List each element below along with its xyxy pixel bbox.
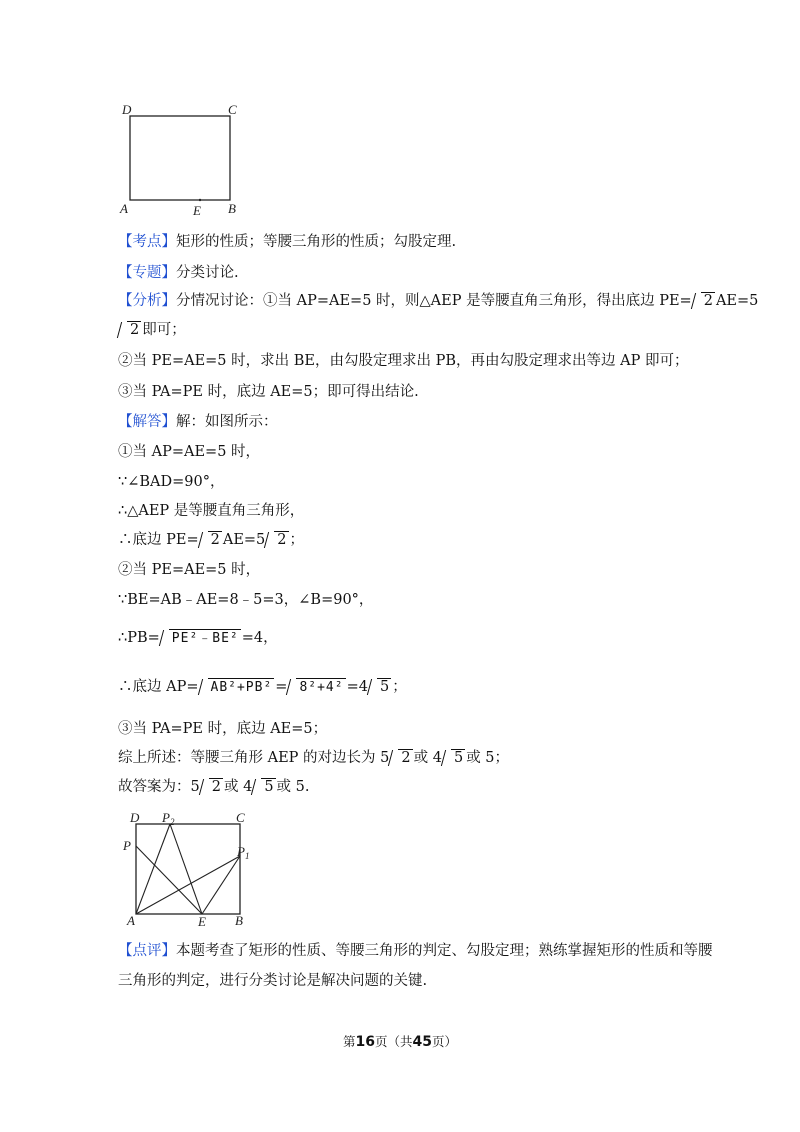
label-a-2: A <box>127 913 135 928</box>
dianping-line-2: 三角形的判定，进行分类讨论是解决问题的关键. <box>118 973 428 989</box>
point-e-mark <box>199 199 201 201</box>
label-b: B <box>228 201 236 216</box>
figure-rectangle-abcd <box>112 98 252 220</box>
kaodian-line <box>118 232 456 252</box>
fenxi-line1-tail: AE=5 <box>715 293 759 309</box>
sqrt-symbol: AB²+PB² <box>200 677 275 698</box>
dianping-tag: 【点评】 <box>118 943 176 959</box>
figure-isosceles-cases <box>116 808 256 930</box>
kaodian-text: 矩形的性质；等腰三角形的性质；勾股定理. <box>176 234 457 250</box>
zhuanti-line <box>118 263 239 283</box>
sqrt-symbol: 2 <box>390 748 412 768</box>
rectangle-abcd-2 <box>136 824 240 914</box>
fenxi-line-2 <box>118 320 186 340</box>
segment-p2e <box>170 824 202 914</box>
jieda-head-text: 解：如图所示： <box>176 414 278 430</box>
fenxi-line1-text: 分情况讨论：①当 AP=AE=5 时，则△AEP 是等腰直角三角形，得出底边 PE= <box>176 293 692 309</box>
sqrt-symbol: 5 <box>369 677 391 697</box>
fenxi-line-4: ③当 PA=PE 时，底边 AE=5；即可得出结论. <box>118 384 419 400</box>
jieda-step-5: ②当 PE=AE=5 时， <box>118 562 261 578</box>
zhuanti-text: 分类讨论. <box>176 265 239 281</box>
sqrt-symbol: 2 <box>200 530 222 550</box>
jieda-tag: 【解答】 <box>118 414 176 430</box>
label-c-2: C <box>236 810 245 825</box>
segment-ap2 <box>136 824 170 914</box>
segment-ep1 <box>202 856 240 914</box>
fenxi-tag: 【分析】 <box>118 293 176 309</box>
zhuanti-tag: 【专题】 <box>118 265 176 281</box>
label-b-2: B <box>235 913 243 928</box>
jieda-step-4: ∴底边 PE= 2 AE=5 2 ； <box>118 532 305 548</box>
kaodian-tag: 【考点】 <box>118 234 176 250</box>
dianping-text-1: 本题考查了矩形的性质、等腰三角形的判定、勾股定理；熟练掌握矩形的性质和等腰 <box>176 943 713 959</box>
sqrt-symbol: 2 <box>693 291 715 311</box>
segment-pe <box>136 846 202 914</box>
jieda-step-8: ∴底边 AP= AB²+PB² = 8²+4² =4 5 ； <box>118 677 407 698</box>
sqrt-symbol: PE²﹣BE² <box>161 628 241 649</box>
fenxi-line-3: ②当 PE=AE=5 时，求出 BE，由勾股定理求出 PB，再由勾股定理求出等边 AP 即可； <box>118 353 689 369</box>
sqrt-symbol: 5 <box>253 777 275 797</box>
page-footer: 第16页（共45页） <box>342 1034 457 1050</box>
label-d: D <box>122 102 132 117</box>
jieda-step-3: ∴△AEP 是等腰直角三角形， <box>118 503 305 519</box>
label-e: E <box>193 203 201 218</box>
label-p1: $P_1$ <box>237 844 250 861</box>
label-e-2: E <box>198 914 206 929</box>
label-c: C <box>228 102 237 117</box>
label-p: P <box>123 838 131 853</box>
rectangle-abcd <box>130 116 230 200</box>
page-total: 45 <box>412 1034 432 1050</box>
jieda-step-6: ∵BE=AB﹣AE=8﹣5=3，∠B=90°， <box>118 592 374 608</box>
dianping-line-1 <box>118 941 713 961</box>
jieda-line-head <box>118 412 278 432</box>
sqrt-symbol: 2 <box>119 320 141 340</box>
sqrt-symbol: 2 <box>266 530 288 550</box>
label-p2: $P_2$ <box>162 810 175 827</box>
sqrt-symbol: 5 <box>443 748 465 768</box>
jieda-step-7: ∴PB= PE²﹣BE² =4， <box>118 628 278 649</box>
segment-ap1 <box>136 856 240 914</box>
label-d-2: D <box>130 810 140 825</box>
fenxi-line-1 <box>118 291 758 311</box>
fenxi-line2-tail: 即可； <box>142 322 186 338</box>
jieda-step-9: ③当 PA=PE 时，底边 AE=5； <box>118 721 328 737</box>
jieda-step-11: 故答案为：5 2 或 4 5 或 5. <box>118 779 310 795</box>
jieda-step-1: ①当 AP=AE=5 时， <box>118 444 261 460</box>
sqrt-symbol: 2 <box>201 777 223 797</box>
page-number: 16 <box>355 1034 375 1050</box>
jieda-step-10: 综上所述：等腰三角形 AEP 的对边长为 5 2 或 4 5 或 5； <box>118 750 510 766</box>
jieda-step-2: ∵∠BAD=90°， <box>118 474 225 490</box>
sqrt-symbol: 8²+4² <box>288 677 345 698</box>
label-a: A <box>120 201 128 216</box>
